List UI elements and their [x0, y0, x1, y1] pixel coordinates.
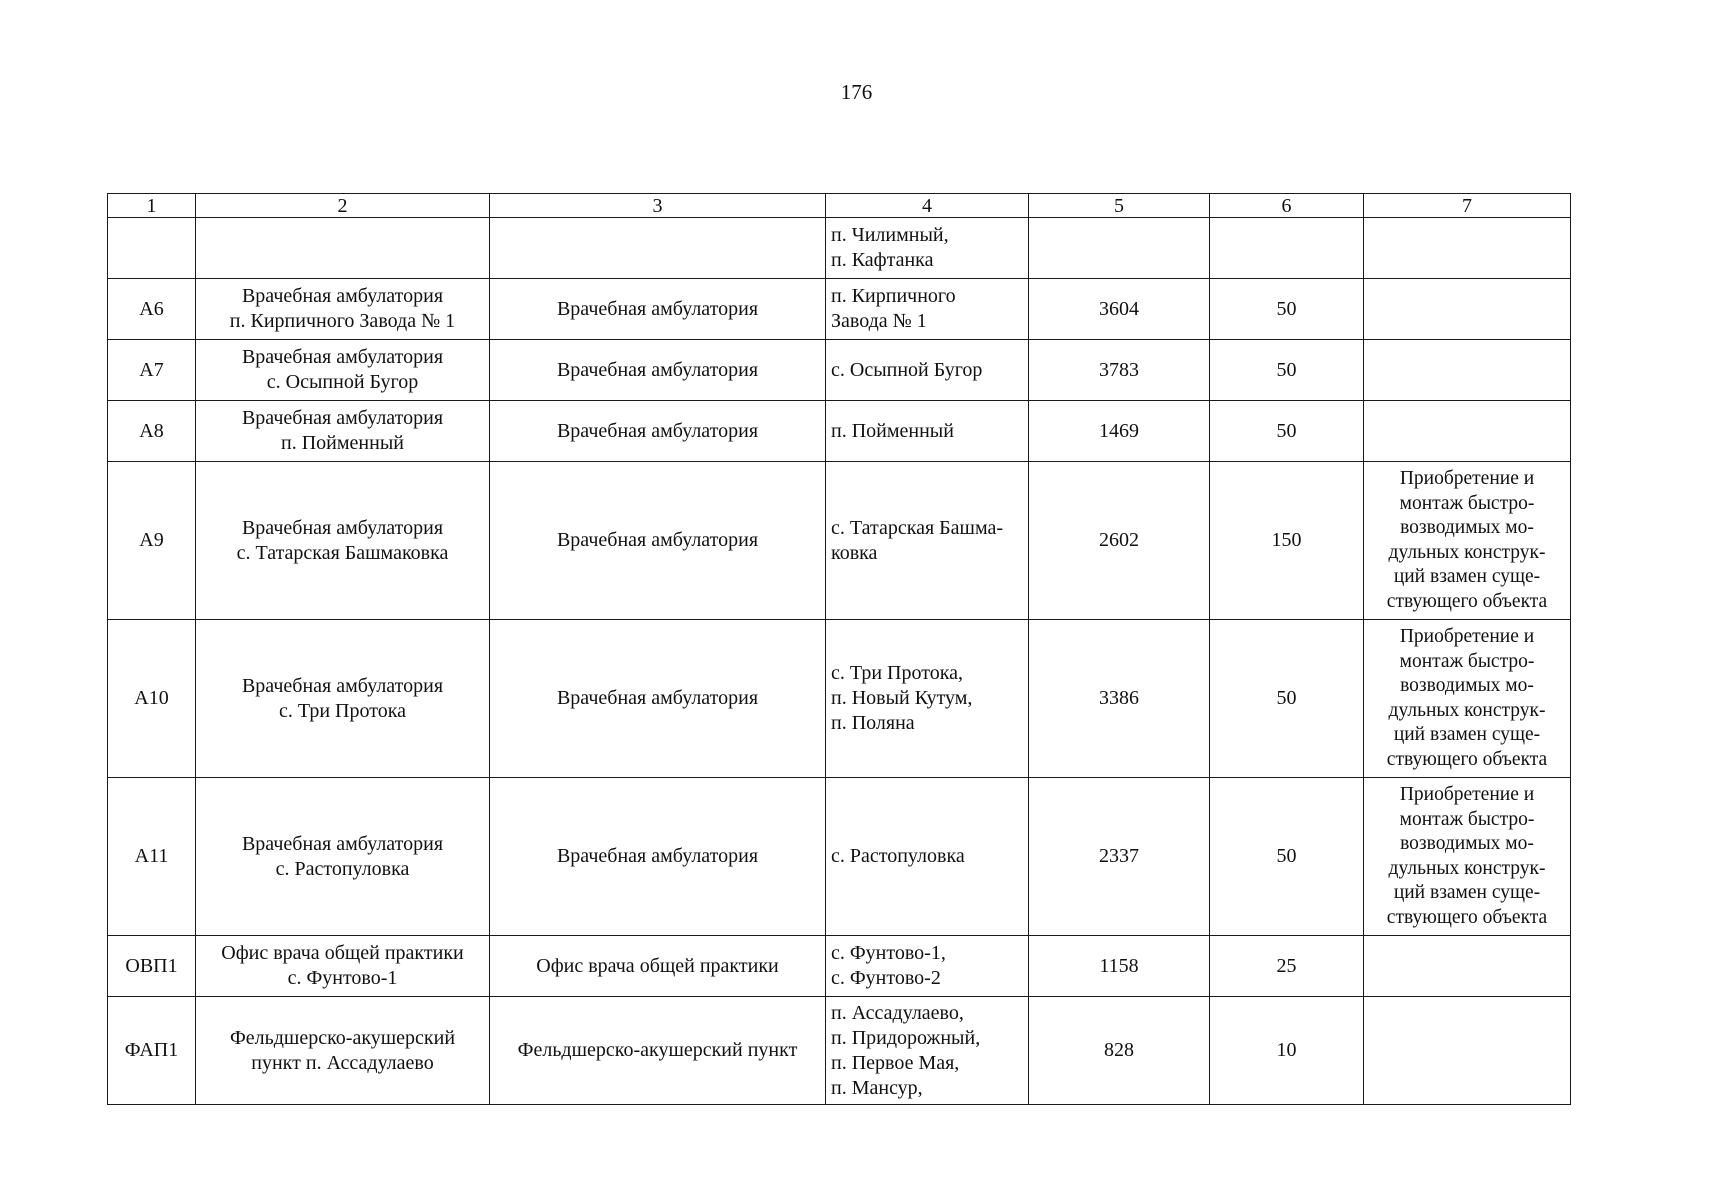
- cell-capacity: 50: [1210, 778, 1364, 936]
- cell-note: [1364, 340, 1571, 401]
- header-row: [108, 194, 1571, 218]
- cell-name: Врачебная амбулатория с. Осыпной Бугор: [196, 340, 490, 401]
- column-header-2: 2: [196, 194, 490, 218]
- cell-name: Врачебная амбулатория п. Кирпичного Завода № 1: [196, 279, 490, 340]
- cell-population: [1029, 218, 1210, 279]
- cell-note: [1364, 997, 1571, 1105]
- cell-name: Врачебная амбулатория с. Растопуловка: [196, 778, 490, 936]
- cell-code: ОВП1: [108, 936, 196, 997]
- cell-name: Врачебная амбулатория с. Татарская Башмаковка: [196, 462, 490, 620]
- table-row: [108, 462, 1571, 620]
- cell-settlements: с. Растопуловка: [826, 778, 1029, 936]
- cell-population: 3783: [1029, 340, 1210, 401]
- cell-settlements: с. Осыпной Бугор: [826, 340, 1029, 401]
- table-row: [108, 401, 1571, 462]
- column-header-6: 6: [1210, 194, 1364, 218]
- cell-code: [108, 218, 196, 279]
- cell-capacity: 50: [1210, 401, 1364, 462]
- table-header: [108, 194, 1571, 218]
- column-header-5: 5: [1029, 194, 1210, 218]
- cell-population: 2337: [1029, 778, 1210, 936]
- cell-type: Врачебная амбулатория: [490, 279, 826, 340]
- cell-name: Врачебная амбулатория п. Пойменный: [196, 401, 490, 462]
- cell-settlements: п. Кирпичного Завода № 1: [826, 279, 1029, 340]
- page-number: 176: [840, 80, 873, 104]
- cell-type: Врачебная амбулатория: [490, 462, 826, 620]
- cell-settlements: с. Татарская Башма- ковка: [826, 462, 1029, 620]
- cell-capacity: 50: [1210, 340, 1364, 401]
- cell-capacity: [1210, 218, 1364, 279]
- cell-type: Врачебная амбулатория: [490, 778, 826, 936]
- cell-population: 3386: [1029, 620, 1210, 778]
- table-row: [108, 340, 1571, 401]
- column-header-3: 3: [490, 194, 826, 218]
- cell-type: [490, 218, 826, 279]
- cell-code: А9: [108, 462, 196, 620]
- cell-capacity: 50: [1210, 279, 1364, 340]
- cell-settlements: п. Ассадулаево, п. Придорожный, п. Первое Мая, п. Мансур,: [826, 997, 1029, 1105]
- cell-population: 3604: [1029, 279, 1210, 340]
- cell-population: 1469: [1029, 401, 1210, 462]
- cell-note: Приобретение и монтаж быстро- возводимых мо- дульных конструк- ций взамен суще- ствующего объекта: [1364, 620, 1571, 778]
- cell-population: 1158: [1029, 936, 1210, 997]
- table-row: [108, 936, 1571, 997]
- cell-name: [196, 218, 490, 279]
- cell-code: А6: [108, 279, 196, 340]
- table-row: [108, 279, 1571, 340]
- cell-name: Офис врача общей практики с. Фунтово-1: [196, 936, 490, 997]
- cell-type: Офис врача общей практики: [490, 936, 826, 997]
- cell-type: Врачебная амбулатория: [490, 620, 826, 778]
- cell-note: [1364, 218, 1571, 279]
- cell-capacity: 25: [1210, 936, 1364, 997]
- cell-capacity: 50: [1210, 620, 1364, 778]
- cell-note: [1364, 401, 1571, 462]
- cell-settlements: с. Три Протока, п. Новый Кутум, п. Поляна: [826, 620, 1029, 778]
- cell-population: 828: [1029, 997, 1210, 1105]
- cell-capacity: 10: [1210, 997, 1364, 1105]
- column-header-4: 4: [826, 194, 1029, 218]
- cell-code: А11: [108, 778, 196, 936]
- cell-type: Врачебная амбулатория: [490, 401, 826, 462]
- cell-capacity: 150: [1210, 462, 1364, 620]
- cell-code: А8: [108, 401, 196, 462]
- cell-type: Фельдшерско-акушерский пункт: [490, 997, 826, 1105]
- table-row: [108, 218, 1571, 279]
- column-header-7: 7: [1364, 194, 1571, 218]
- cell-population: 2602: [1029, 462, 1210, 620]
- cell-code: ФАП1: [108, 997, 196, 1105]
- table-row: [108, 778, 1571, 936]
- cell-type: Врачебная амбулатория: [490, 340, 826, 401]
- facilities-table: [107, 193, 1571, 1105]
- cell-note: [1364, 279, 1571, 340]
- cell-name: Врачебная амбулатория с. Три Протока: [196, 620, 490, 778]
- column-header-1: 1: [108, 194, 196, 218]
- cell-settlements: п. Чилимный, п. Кафтанка: [826, 218, 1029, 279]
- cell-code: А7: [108, 340, 196, 401]
- table-row: [108, 620, 1571, 778]
- cell-code: А10: [108, 620, 196, 778]
- cell-note: Приобретение и монтаж быстро- возводимых мо- дульных конструк- ций взамен суще- ствующего объекта: [1364, 462, 1571, 620]
- table-row: [108, 997, 1571, 1105]
- cell-note: Приобретение и монтаж быстро- возводимых мо- дульных конструк- ций взамен суще- ствующего объекта: [1364, 778, 1571, 936]
- cell-settlements: п. Пойменный: [826, 401, 1029, 462]
- cell-name: Фельдшерско-акушерский пункт п. Ассадулаево: [196, 997, 490, 1105]
- cell-note: [1364, 936, 1571, 997]
- cell-settlements: с. Фунтово-1, с. Фунтово-2: [826, 936, 1029, 997]
